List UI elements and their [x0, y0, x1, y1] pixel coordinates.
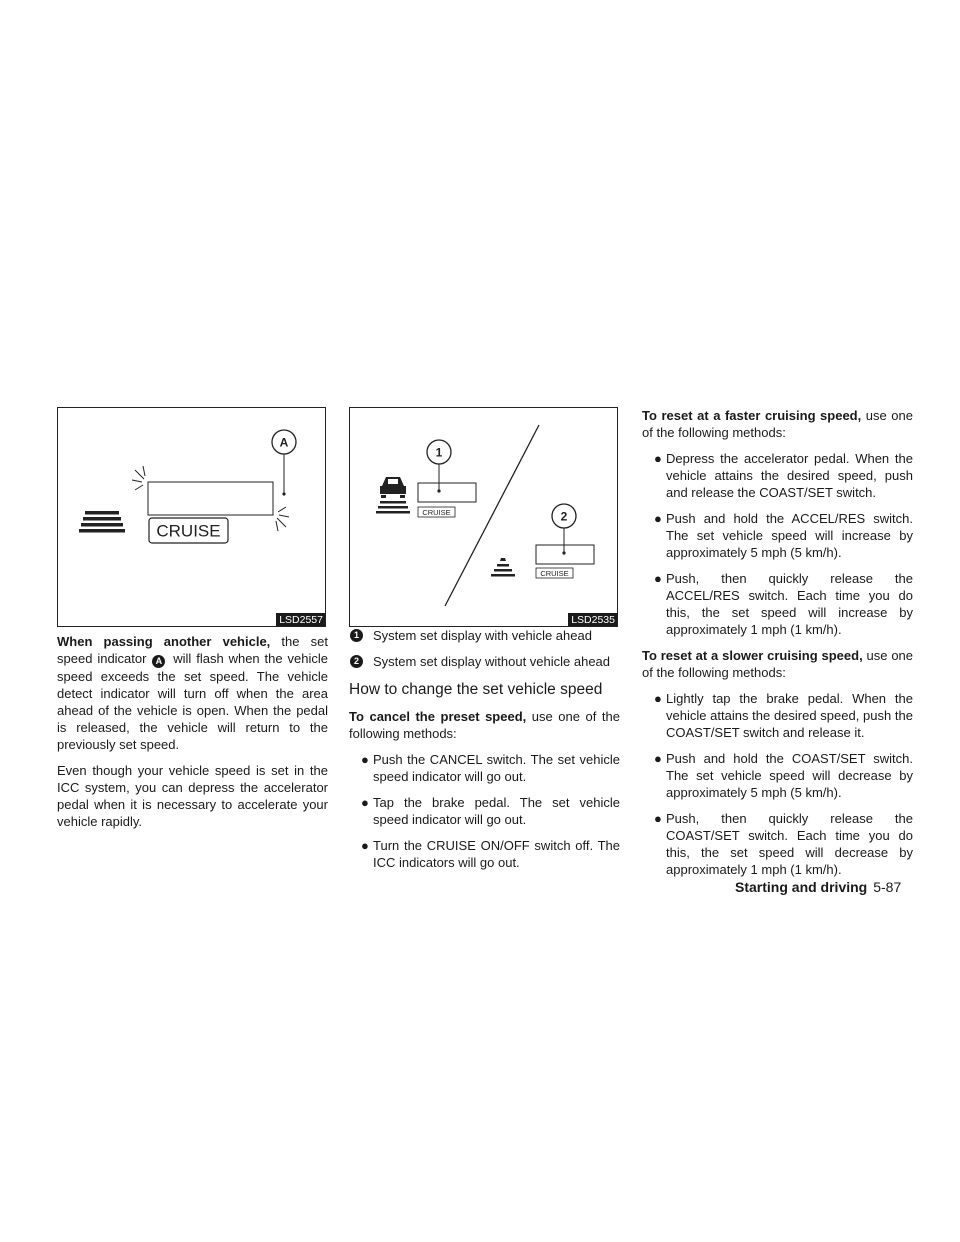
faster-lead: To reset at a faster cruising speed, — [642, 408, 862, 423]
list-item — [349, 837, 620, 871]
list-item — [642, 570, 913, 638]
bullet-icon: ● — [654, 571, 662, 586]
list-item-text: Push and hold the ACCEL/RES switch. The set vehicle speed will increase by approximately 5 mph (5 km/h). — [666, 511, 913, 560]
list-item — [642, 450, 913, 501]
list-item — [642, 810, 913, 878]
divider-line — [445, 425, 539, 606]
list-item-text: Turn the CRUISE ON/OFF switch off. The ICC indicators will go out. — [373, 838, 620, 870]
bullet-icon: ● — [654, 511, 662, 526]
passing-vehicle-lead: When passing another vehicle, — [57, 634, 271, 649]
slower-rest: use one of the following methods: — [642, 648, 914, 680]
flash-icon-right — [276, 507, 289, 531]
figure-flashing-indicator — [57, 407, 326, 627]
column-3 — [642, 407, 913, 887]
slower-intro — [642, 647, 913, 681]
figure-code: LSD2557 — [276, 613, 325, 626]
list-item-text: Lightly tap the brake pedal. When the vehicle attains the desired speed, push the COAST/SET switch and release it. — [666, 691, 913, 740]
bullet-icon: ● — [361, 752, 369, 767]
callout-point-2 — [562, 551, 565, 554]
list-item — [642, 750, 913, 801]
slower-list — [642, 690, 913, 878]
caption-number-1: 1 — [350, 629, 363, 642]
list-item-text: Tap the brake pedal. The set vehicle speed indicator will go out. — [373, 795, 620, 827]
cruise-display-diagram — [58, 408, 327, 628]
callout-text-2: 2 — [560, 509, 568, 524]
callout-point — [282, 492, 285, 495]
faster-list — [642, 450, 913, 638]
page-footer — [735, 877, 901, 897]
accelerate-paragraph: Even though your vehicle speed is set in the ICC system, you can depress the accelerator pedal when it is necessary to accelerate your vehicle rapidly. — [57, 763, 328, 829]
cancel-intro — [349, 708, 620, 742]
list-item-text: Depress the accelerator pedal. When the vehicle attains the desired speed, push and release the COAST/SET switch. — [666, 451, 913, 500]
callout-point-1 — [437, 489, 440, 492]
figure-system-set-display — [349, 407, 618, 627]
list-item-text: Push, then quickly release the COAST/SET switch. Each time you do this, the set speed will decrease by approximately 1 mph (1 km/h). — [666, 811, 913, 877]
column-1 — [57, 407, 328, 839]
cruise-label-1: CRUISE — [422, 508, 451, 517]
caption-number-2: 2 — [350, 655, 363, 668]
list-item-text: Push, then quickly release the ACCEL/RES switch. Each time you do this, the set speed will increase by approximately 1 mph (1 km/h). — [666, 571, 913, 637]
list-item — [642, 690, 913, 741]
column-2 — [349, 407, 620, 880]
footer-section-title: Starting and driving — [735, 879, 868, 895]
vehicle-ahead-icon — [376, 477, 410, 514]
list-item — [642, 510, 913, 561]
callout-text-a: A — [279, 435, 289, 450]
cruise-indicator-label: CRUISE — [156, 521, 221, 541]
cancel-rest: use one of the following methods: — [349, 709, 620, 741]
bullet-icon: ● — [654, 451, 662, 466]
set-speed-indicator-2 — [536, 545, 594, 564]
caption-1 — [349, 627, 620, 644]
cancel-lead: To cancel the preset speed, — [349, 709, 527, 724]
list-item-text: Push the CANCEL switch. The set vehicle speed indicator will go out. — [373, 752, 620, 784]
set-display-diagram — [350, 408, 619, 628]
list-item — [349, 751, 620, 785]
passing-vehicle-paragraph — [57, 633, 328, 753]
set-speed-indicator-1 — [418, 483, 476, 502]
footer-page-number: 5-87 — [873, 879, 902, 895]
figure-code: LSD2535 — [568, 613, 617, 626]
set-speed-indicator — [148, 482, 273, 515]
passing-text-a: the set speed indicator — [57, 634, 328, 666]
bullet-icon: ● — [361, 838, 369, 853]
caption-text-2: System set display without vehicle ahead — [373, 654, 611, 669]
vehicle-ahead-bars-icon — [79, 511, 125, 533]
bullet-icon: ● — [361, 795, 369, 810]
caption-text-1: System set display with vehicle ahead — [373, 628, 592, 643]
cruise-label-2: CRUISE — [540, 569, 569, 578]
faster-intro — [642, 407, 913, 441]
bullet-icon: ● — [654, 811, 662, 826]
callout-a-icon: A — [152, 655, 165, 668]
section-heading: How to change the set vehicle speed — [349, 681, 603, 698]
list-item-text: Push and hold the COAST/SET switch. The set vehicle speed will decrease by approximately 5 mph (5 km/h). — [666, 751, 913, 800]
passing-text-b: will flash when the vehicle speed exceeds the set speed. The vehicle detect indicator will turn off when the area ahead of the vehicle is open. When the pedal is released, the vehicle will return to the previously set speed. — [57, 651, 328, 752]
callout-text-1: 1 — [435, 445, 443, 460]
cancel-list — [349, 751, 620, 871]
caption-2 — [349, 653, 620, 670]
faster-rest: use one of the following methods: — [642, 408, 913, 440]
slower-lead: To reset at a slower cruising speed, — [642, 648, 863, 663]
bullet-icon: ● — [654, 691, 662, 706]
flash-icon-left — [132, 466, 145, 490]
list-item — [349, 794, 620, 828]
bullet-icon: ● — [654, 751, 662, 766]
vehicle-ahead-bars-icon-small — [491, 558, 515, 577]
